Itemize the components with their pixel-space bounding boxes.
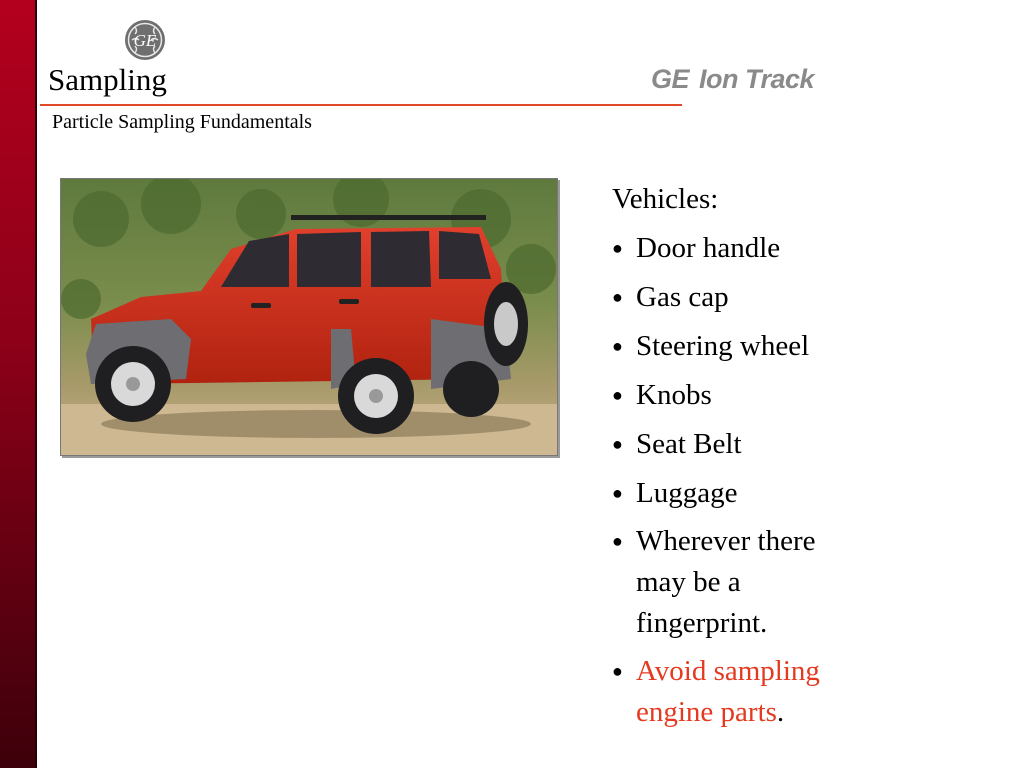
ge-monogram-icon <box>124 19 166 61</box>
list-item-text: Gas cap <box>636 281 729 313</box>
bullet-list <box>612 178 872 740</box>
vehicle-photo <box>60 178 558 456</box>
red-suv-photo <box>61 179 557 455</box>
bullet-icon: ● <box>612 531 623 551</box>
title-rule <box>40 104 682 106</box>
warning-text: Avoid sampling engine parts <box>636 655 820 728</box>
bullet-icon: ● <box>612 434 623 454</box>
bullet-icon: ● <box>612 483 623 503</box>
list-item-text: Wherever there may be a fingerprint. <box>636 525 816 639</box>
list-item <box>612 521 872 644</box>
bullet-icon: ● <box>612 238 623 258</box>
bullet-icon: ● <box>612 287 623 307</box>
bullet-icon: ● <box>612 661 623 681</box>
slide-title: Sampling <box>48 62 167 97</box>
warning-suffix: . <box>776 696 785 728</box>
list-item-text: Door handle <box>636 232 781 264</box>
vehicle-sampling-points <box>612 227 872 733</box>
list-heading: Vehicles: <box>612 183 719 215</box>
list-item <box>612 423 872 465</box>
bullet-icon: ● <box>612 385 623 405</box>
svg-text:GE: GE <box>133 31 157 50</box>
list-item <box>612 325 872 367</box>
list-item-text: Steering wheel <box>636 330 810 362</box>
brand-product: Ion Track <box>699 64 815 94</box>
list-item-text: Seat Belt <box>636 428 742 460</box>
list-item <box>612 227 872 269</box>
list-item-text: Luggage <box>636 477 738 509</box>
left-accent-bar <box>0 0 37 768</box>
brand-ge: GE <box>651 64 690 94</box>
brand-logo <box>651 62 814 96</box>
list-item <box>612 374 872 416</box>
list-item-text: Knobs <box>636 379 712 411</box>
list-item <box>612 472 872 514</box>
slide-subtitle: Particle Sampling Fundamentals <box>52 111 312 133</box>
list-item <box>612 276 872 318</box>
bullet-icon: ● <box>612 336 623 356</box>
warning-item <box>612 651 872 733</box>
